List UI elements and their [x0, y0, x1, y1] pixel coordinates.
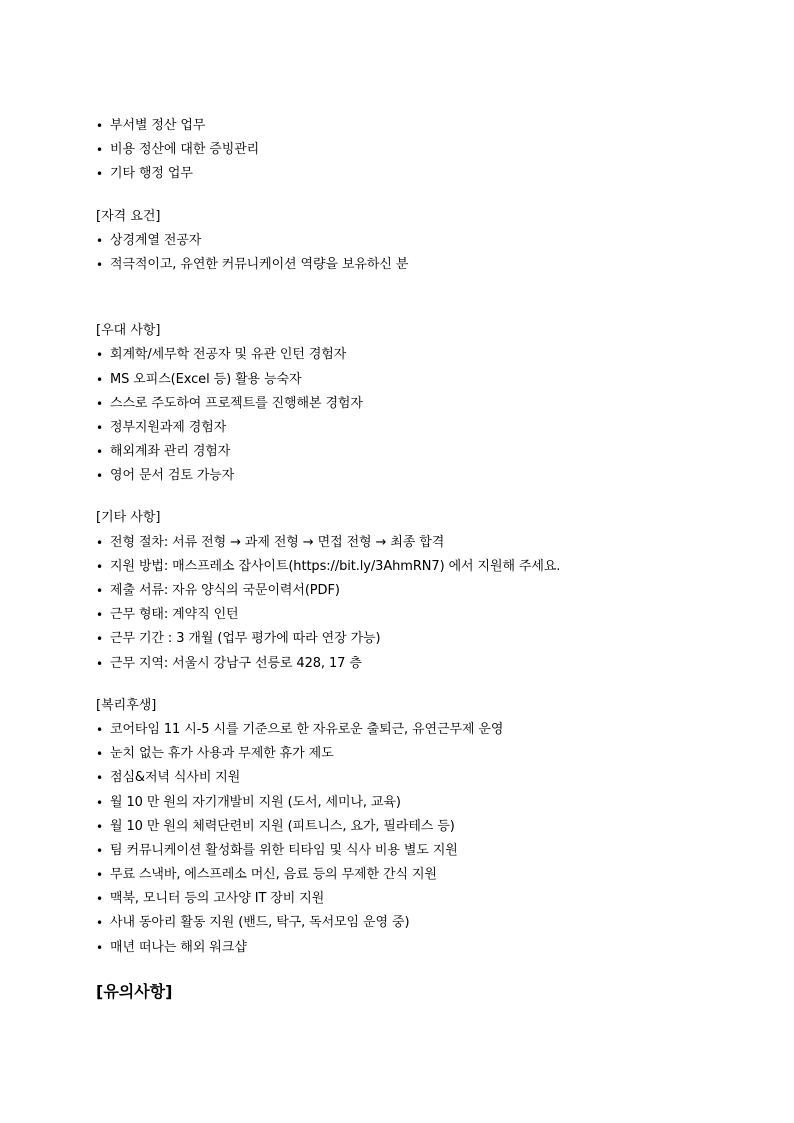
list-item	[96, 464, 736, 488]
list-item	[96, 114, 736, 138]
bullet-icon: •	[96, 167, 103, 182]
bullet-icon: •	[96, 632, 103, 647]
preferred-list	[96, 343, 736, 488]
list-item-text: 근무 지역: 서울시 강남구 선릉로 428, 17 층	[110, 655, 362, 671]
list-item	[96, 863, 736, 887]
bullet-icon: •	[96, 372, 103, 387]
list-item	[96, 392, 736, 416]
qualifications-list	[96, 229, 736, 277]
bullet-icon: •	[96, 819, 103, 834]
list-item-text: 팀 커뮤니케이션 활성화를 위한 티타임 및 식사 비용 별도 지원	[110, 842, 458, 858]
list-item-text: 기타 행정 업무	[110, 166, 193, 182]
bullet-icon: •	[96, 119, 103, 133]
list-item-text: 정부지원과제 경험자	[110, 419, 227, 435]
list-item	[96, 368, 736, 392]
benefits-heading: [복리후생]	[96, 697, 157, 713]
list-item-text: 맥북, 모니터 등의 고사양 IT 장비 지원	[110, 891, 325, 907]
list-item-text: 매년 떠나는 해외 워크샵	[110, 939, 247, 955]
list-item-text: 눈치 없는 휴가 사용과 무제한 휴가 제도	[110, 746, 334, 762]
bullet-icon: •	[96, 348, 103, 363]
list-item-text: 사내 동아리 활동 지원 (밴드, 탁구, 독서모임 운영 중)	[110, 915, 410, 931]
bullet-icon: •	[96, 420, 103, 435]
list-item	[96, 766, 736, 790]
bullet-icon: •	[96, 584, 103, 598]
list-item	[96, 416, 736, 440]
list-item	[96, 440, 736, 464]
list-item	[96, 742, 736, 766]
bullet-icon: •	[96, 795, 103, 810]
list-item-text: 월 10 만 원의 자기개발비 지원 (도서, 세미나, 교육)	[110, 794, 401, 810]
list-item-text: 전형 절차: 서류 전형 → 과제 전형 → 면접 전형 → 최종 합격	[110, 534, 445, 550]
spacer	[96, 277, 736, 319]
bullet-icon: •	[96, 656, 103, 671]
list-item	[96, 162, 736, 186]
list-item	[96, 652, 736, 676]
list-item-text: 해외계좌 관리 경험자	[110, 444, 231, 460]
list-item	[96, 911, 736, 935]
list-item	[96, 555, 736, 579]
spacer	[96, 960, 736, 978]
document-content	[96, 114, 736, 1006]
spacer	[96, 187, 736, 205]
list-item-text: 코어타임 11 시-5 시를 기준으로 한 자유로운 출퇴근, 유연근무제 운영	[110, 721, 504, 737]
spacer	[96, 488, 736, 506]
preferred-heading: [우대 사항]	[96, 323, 161, 339]
list-item-text: 근무 기간 : 3 개월 (업무 평가에 따라 연장 가능)	[110, 631, 381, 647]
bullet-icon: •	[96, 469, 103, 484]
list-item-text: 영어 문서 검토 가능자	[110, 468, 235, 484]
bullet-icon: •	[96, 940, 103, 955]
list-item	[96, 253, 736, 277]
bullet-icon: •	[96, 233, 103, 248]
list-item-text: 지원 방법: 매스프레소 잡사이트(https://bit.ly/3AhmRN7) 에서 지원해 주세요.	[110, 558, 561, 574]
list-item	[96, 936, 736, 960]
list-item	[96, 791, 736, 815]
list-item	[96, 815, 736, 839]
list-item	[96, 887, 736, 911]
bullet-icon: •	[96, 747, 103, 762]
list-item	[96, 718, 736, 742]
bullet-icon: •	[96, 143, 103, 158]
list-item-text: 스스로 주도하여 프로젝트를 진행해본 경험자	[110, 395, 363, 411]
list-item	[96, 138, 736, 162]
bullet-icon: •	[96, 396, 103, 411]
bullet-icon: •	[96, 843, 103, 858]
spacer	[96, 676, 736, 694]
list-item-text: MS 오피스(Excel 등) 활용 능숙자	[110, 371, 302, 387]
bullet-icon: •	[96, 892, 103, 907]
bullet-icon: •	[96, 559, 103, 574]
list-item-text: 점심&저녁 식사비 지원	[110, 770, 241, 786]
bullet-icon: •	[96, 722, 103, 737]
list-item	[96, 627, 736, 651]
list-item-text: 근무 형태: 계약직 인턴	[110, 607, 239, 623]
bullet-icon: •	[96, 445, 103, 460]
list-item	[96, 343, 736, 367]
list-item	[96, 531, 736, 555]
benefits-list	[96, 718, 736, 960]
notice-heading: [유의사항]	[96, 981, 173, 1001]
other-list	[96, 531, 736, 676]
bullet-icon: •	[96, 535, 103, 550]
qualifications-heading: [자격 요건]	[96, 208, 161, 224]
bullet-icon: •	[96, 868, 103, 883]
list-item-text: 월 10 만 원의 체력단련비 지원 (피트니스, 요가, 필라테스 등)	[110, 818, 455, 834]
list-item	[96, 839, 736, 863]
list-item-text: 상경계열 전공자	[110, 232, 202, 248]
other-heading: [기타 사항]	[96, 510, 161, 526]
list-item	[96, 579, 736, 603]
bullet-icon: •	[96, 916, 103, 931]
bullet-icon: •	[96, 771, 103, 786]
list-item-text: 회계학/세무학 전공자 및 유관 인턴 경험자	[110, 347, 347, 363]
list-item-text: 적극적이고, 유연한 커뮤니케이션 역량을 보유하신 분	[110, 256, 409, 272]
list-item	[96, 229, 736, 253]
duties-list	[96, 114, 736, 187]
bullet-icon: •	[96, 257, 103, 272]
list-item	[96, 603, 736, 627]
list-item-text: 제출 서류: 자유 양식의 국문이력서(PDF)	[110, 583, 340, 598]
bullet-icon: •	[96, 608, 103, 623]
list-item-text: 부서별 정산 업무	[110, 118, 206, 133]
list-item-text: 무료 스낵바, 에스프레소 머신, 음료 등의 무제한 간식 지원	[110, 867, 437, 883]
list-item-text: 비용 정산에 대한 증빙관리	[110, 142, 260, 158]
